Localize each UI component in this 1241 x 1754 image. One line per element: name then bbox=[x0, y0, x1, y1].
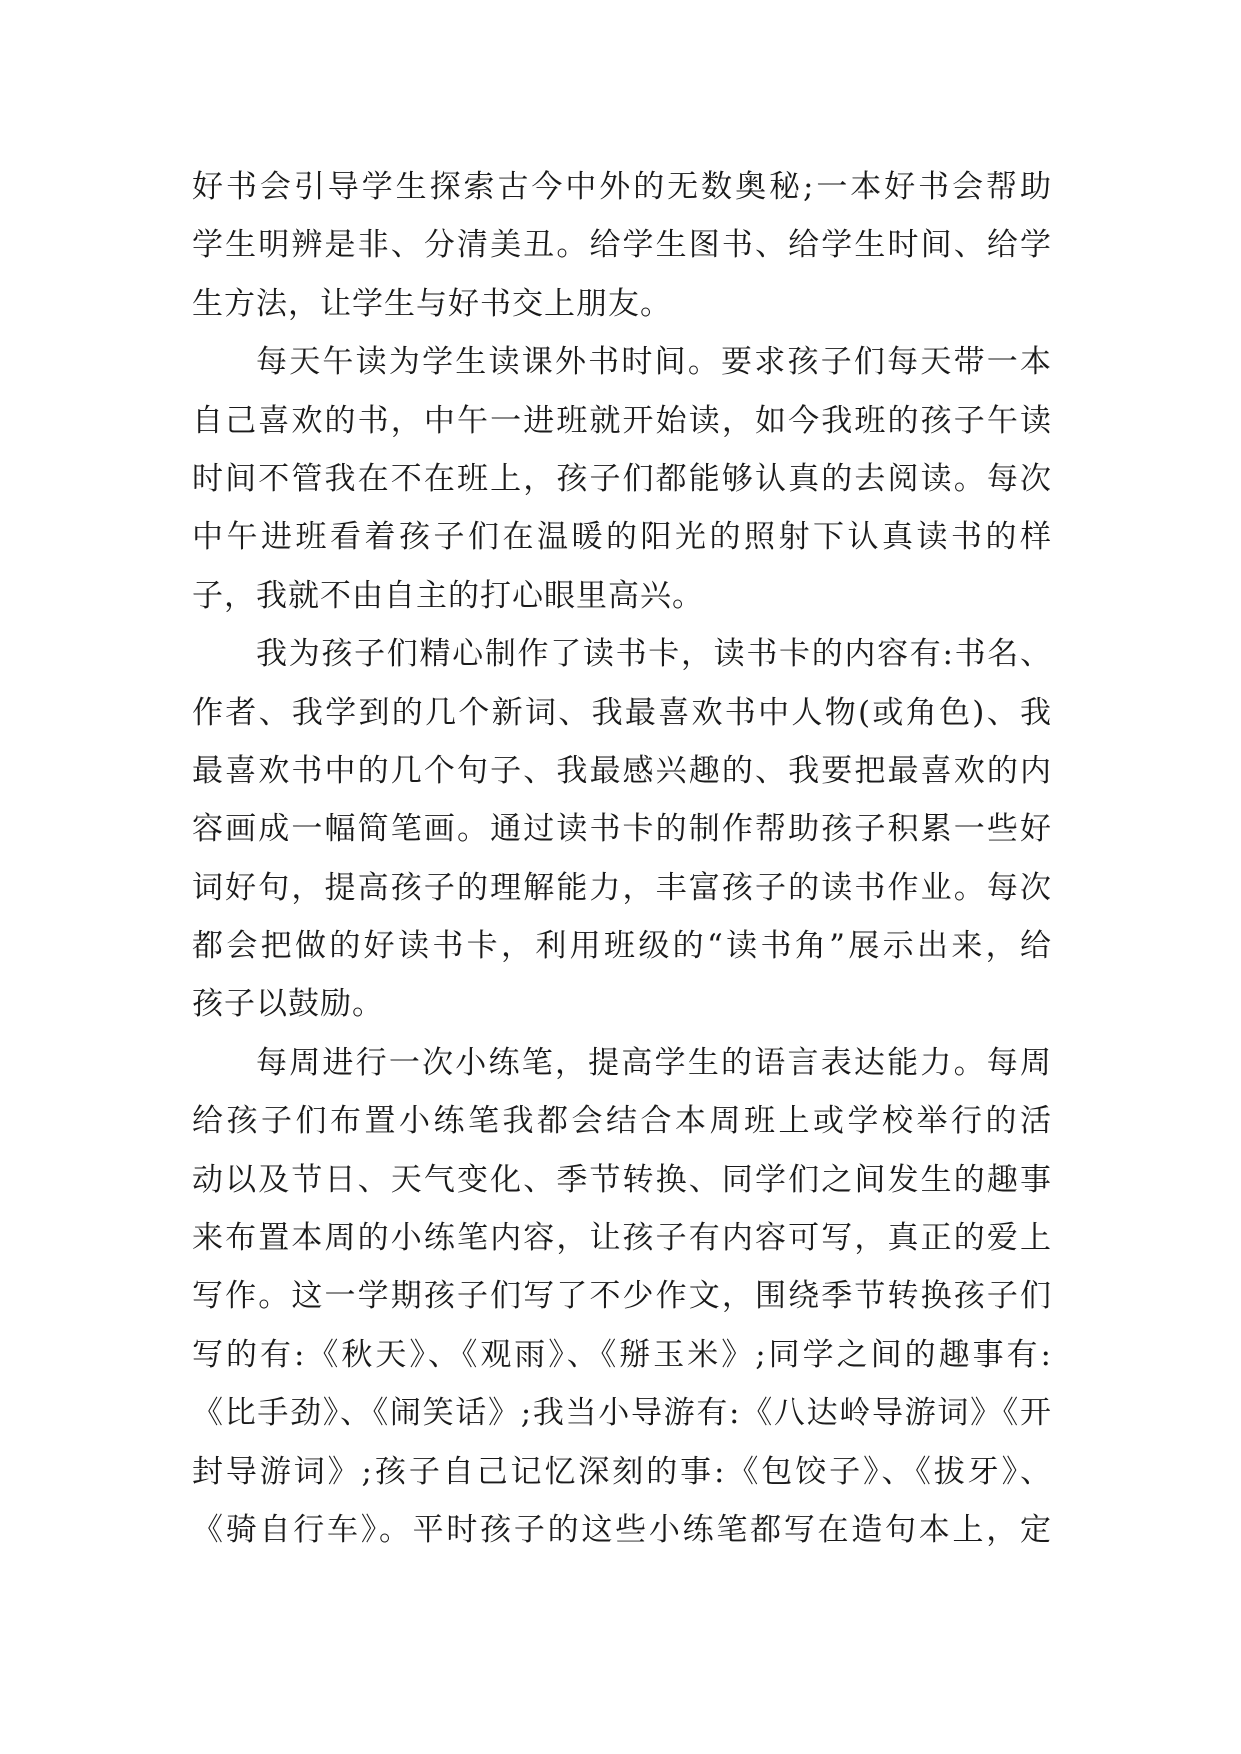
paragraph-4-line-4: 来布置本周的小练笔内容，让孩子有内容可写，真正的爱上 bbox=[192, 1220, 1052, 1257]
paragraph-4-line-1: 每周进行一次小练笔，提高学生的语言表达能力。每周 bbox=[256, 1044, 1052, 1081]
paragraph-3-line-6: 都会把做的好读书卡，利用班级的“读书角”展示出来，给 bbox=[192, 928, 1052, 965]
paragraph-4-line-5: 写作。这一学期孩子们写了不少作文，围绕季节转换孩子们 bbox=[192, 1278, 1052, 1315]
paragraph-1-line-1: 好书会引导学生探索古今中外的无数奥秘;一本好书会帮助 bbox=[192, 169, 1052, 205]
document-body bbox=[192, 158, 1052, 1559]
paragraph-4-line-7: 《比手劲》、《闹笑话》;我当小导游有:《八达岭导游词》《开 bbox=[192, 1395, 1052, 1432]
paragraph-3-line-3: 最喜欢书中的几个句子、我最感兴趣的、我要把最喜欢的内 bbox=[192, 752, 1052, 789]
paragraph-3-line-1: 我为孩子们精心制作了读书卡，读书卡的内容有:书名、 bbox=[256, 636, 1052, 673]
paragraph-2-line-3: 时间不管我在不在班上，孩子们都能够认真的去阅读。每次 bbox=[192, 460, 1052, 497]
paragraph-3-line-7: 孩子以鼓励。 bbox=[192, 986, 384, 1023]
paragraph-2-line-5: 子，我就不由自主的打心眼里高兴。 bbox=[192, 577, 704, 614]
paragraph-1-line-3: 生方法，让学生与好书交上朋友。 bbox=[192, 285, 672, 322]
paragraph-2-line-4: 中午进班看着孩子们在温暖的阳光的照射下认真读书的样 bbox=[192, 519, 1052, 556]
paragraph-2-line-1: 每天午读为学生读课外书时间。要求孩子们每天带一本 bbox=[256, 344, 1052, 381]
paragraph-4-line-8: 封导游词》;孩子自己记忆深刻的事:《包饺子》、《拔牙》、 bbox=[192, 1453, 1052, 1490]
paragraph-3-line-2: 作者、我学到的几个新词、我最喜欢书中人物(或角色)、我 bbox=[192, 694, 1052, 731]
paragraph-4-line-9: 《骑自行车》。平时孩子的这些小练笔都写在造句本上，定 bbox=[192, 1511, 1052, 1548]
paragraph-4-line-2: 给孩子们布置小练笔我都会结合本周班上或学校举行的活 bbox=[192, 1103, 1052, 1140]
paragraph-4-line-3: 动以及节日、天气变化、季节转换、同学们之间发生的趣事 bbox=[192, 1161, 1052, 1198]
paragraph-3-line-5: 词好句，提高孩子的理解能力，丰富孩子的读书作业。每次 bbox=[192, 869, 1052, 906]
paragraph-2-line-2: 自己喜欢的书，中午一进班就开始读，如今我班的孩子午读 bbox=[192, 402, 1052, 439]
paragraph-1-line-2: 学生明辨是非、分清美丑。给学生图书、给学生时间、给学 bbox=[192, 227, 1052, 264]
paragraph-4-line-6: 写的有:《秋天》、《观雨》、《掰玉米》;同学之间的趣事有: bbox=[192, 1336, 1052, 1373]
paragraph-3-line-4: 容画成一幅简笔画。通过读书卡的制作帮助孩子积累一些好 bbox=[192, 811, 1052, 848]
